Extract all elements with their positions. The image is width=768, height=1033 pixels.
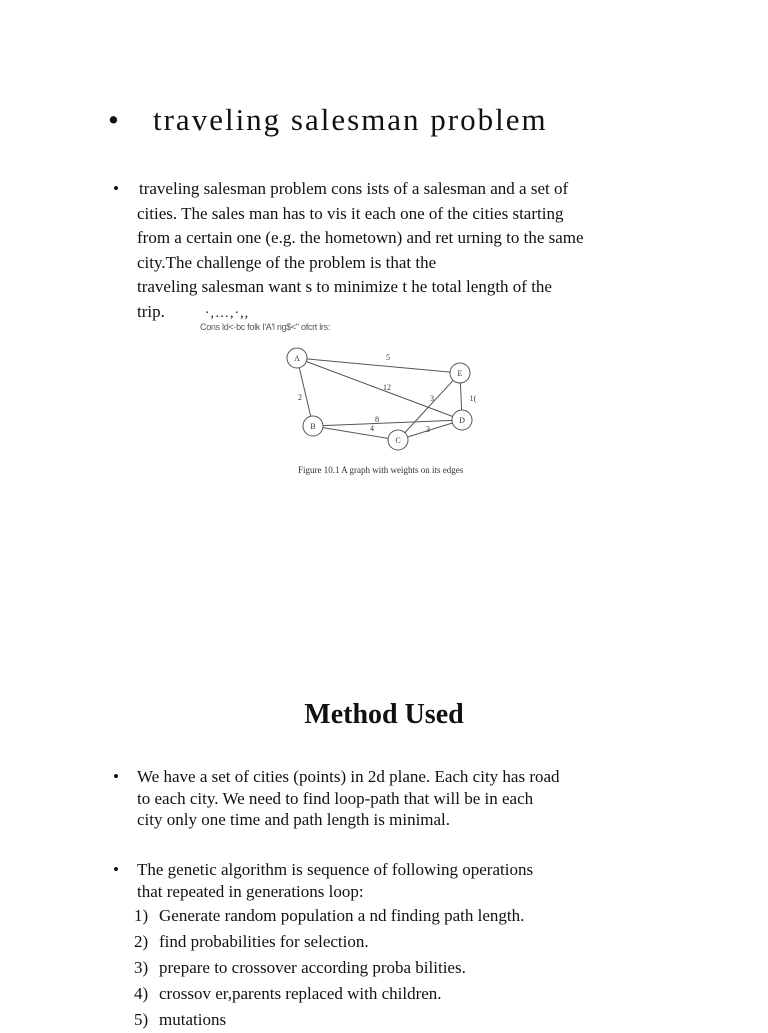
node-label-e: E xyxy=(457,369,463,378)
edge-weight-label: 3 xyxy=(430,394,434,403)
step-number: 4) xyxy=(134,984,149,1003)
step-item xyxy=(134,981,524,1007)
tsp-description xyxy=(113,177,673,326)
garbled-caption: Cons ld<·bc folk I'A'l ng$<" ofcrt lrs: xyxy=(200,322,330,332)
list-line: The genetic algorithm is sequence of following operations xyxy=(137,860,534,879)
step-text: Generate random population a nd finding path length. xyxy=(159,906,525,925)
list-bullet: • xyxy=(113,860,119,879)
edge-weight-label: 3 xyxy=(426,425,430,434)
edge-weight-label: 5 xyxy=(386,353,390,362)
para-line: traveling salesman problem cons ists of a salesman and a set of xyxy=(139,179,569,198)
section-title xyxy=(108,102,548,138)
edge-weight-label: 1( xyxy=(469,394,477,403)
para-line-last xyxy=(113,300,673,327)
noise-dots: ·,…,·,, xyxy=(204,305,250,321)
step-number: 3) xyxy=(134,958,149,977)
edge-a-d xyxy=(297,358,462,420)
node-label-b: B xyxy=(310,422,316,431)
para-line: traveling salesman want s to minimize t he total length of the xyxy=(137,277,552,296)
para-line: from a certain one (e.g. the hometown) and ret urning to the same xyxy=(137,228,584,247)
list-bullet: • xyxy=(113,767,119,786)
step-text: prepare to crossover according proba bilities. xyxy=(159,958,466,977)
weighted-graph-figure xyxy=(280,340,490,455)
algorithm-steps xyxy=(134,903,524,1033)
para-line: cities. The sales man has to vis it each one of the cities starting xyxy=(137,203,564,223)
step-item xyxy=(134,1007,524,1033)
step-item xyxy=(134,903,524,929)
list-line: We have a set of cities (points) in 2d plane. Each city has road xyxy=(137,767,560,786)
method-item-1 xyxy=(113,766,673,831)
list-line: that repeated in generations loop: xyxy=(137,881,364,901)
edge-weight-label: 4 xyxy=(370,424,374,433)
node-label-d: D xyxy=(459,416,465,425)
edge-a-e xyxy=(297,358,460,373)
edge-b-d xyxy=(313,420,462,426)
edge-weight-label: 2 xyxy=(298,393,302,402)
step-number: 5) xyxy=(134,1010,149,1029)
edge-weight-label: 12 xyxy=(383,383,391,392)
title-text: traveling salesman problem xyxy=(153,102,548,137)
title-bullet: • xyxy=(108,102,121,137)
step-text: mutations xyxy=(159,1010,227,1029)
para-line: trip. xyxy=(137,301,165,321)
method-item-2 xyxy=(113,859,673,902)
list-line: to each city. We need to find loop-path that will be in each xyxy=(137,788,534,808)
node-label-a: A xyxy=(294,354,300,363)
method-heading: Method Used xyxy=(304,699,464,730)
para-line: city.The challenge of the problem is that the xyxy=(137,252,437,272)
step-number: 2) xyxy=(134,932,149,951)
list-line: city only one time and path length is minimal. xyxy=(137,810,451,829)
para-bullet: • xyxy=(113,179,119,198)
step-number: 1) xyxy=(134,906,149,925)
node-label-c: C xyxy=(395,436,401,445)
step-text: crossov er,parents replaced with children. xyxy=(159,984,442,1003)
edge-b-c xyxy=(313,426,398,440)
figure-caption: Figure 10.1 A graph with weights on its edges xyxy=(298,465,464,475)
step-item xyxy=(134,929,524,955)
step-text: find probabilities for selection. xyxy=(159,932,369,951)
edge-weight-label: 8 xyxy=(375,415,379,424)
step-item xyxy=(134,955,524,981)
